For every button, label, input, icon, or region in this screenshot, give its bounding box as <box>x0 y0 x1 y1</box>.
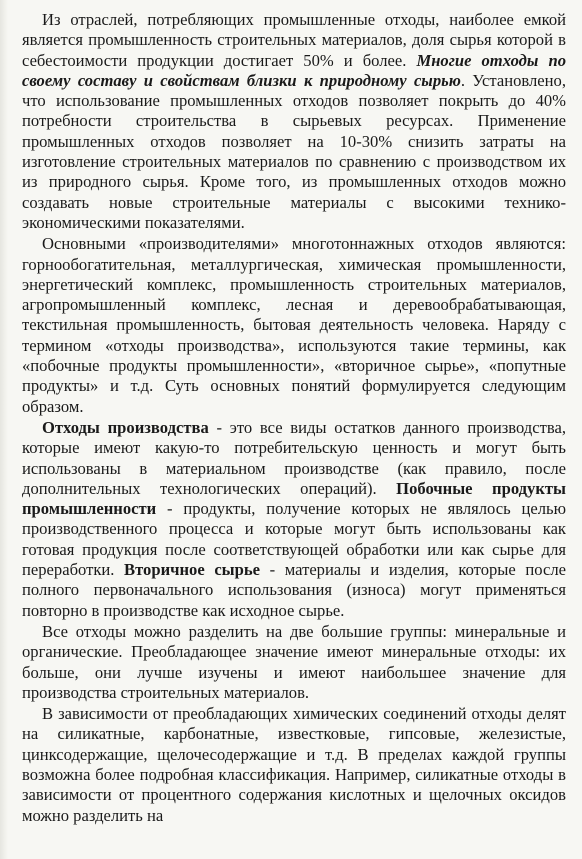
term-secondary-raw-materials: Вторичное сырье <box>124 560 261 580</box>
text-run: - продукты, получение которых не являлось целью производственного процесса и которые могут быть использованы как готовая продукция после соответствующей обработки или как сырье для переработки. <box>22 499 566 580</box>
text-run: - это все виды остатков данного производства, которые имеют какую-то потребительскую ценность и могут быть использованы в материальном производстве (как правило, после дополнительных технологических операций). <box>22 417 566 498</box>
text-run: Основными «производителями» многотоннажных отходов являются: горнообогатительная, металлургическая, химическая промышленности, энергетический комплекс, промышленность строительных материалов, агропромышленный комплекс, лесная и деревообрабатывающая, текстильная промышленность, бытовая деятельность человека. Наряду с термином «отходы производства», используются такие термины, как «побочные продукты промышленности», «вторичное сырье», «попутные продукты» и т.д. Суть основных понятий формулируется следующим образом. <box>22 234 566 416</box>
paragraph-chemical-classification <box>22 704 566 826</box>
emphasis-text: Многие отходы по своему составу и свойствам близки к природному сырью <box>22 50 566 90</box>
paragraph-waste-groups <box>22 622 566 703</box>
paragraph-waste-producers <box>22 234 566 417</box>
text-run: - материалы и изделия, которые после полного первоначального использования (износа) могут применяться повторно в производстве как исходное сырье. <box>22 560 567 620</box>
text-run: . Установлено, что использование промышленных отходов позволяет покрыть до 40% потребности строительства в сырьевых ресурсах. Применение промышленных отходов позволяет на 10-30% снизить затраты на изготовление строительных материалов по сравнению с производством их из природного сырья. Кроме того, из промышленных отходов можно создавать новые строительные материалы с высокими технико-экономическими показателями. <box>22 70 566 232</box>
text-run: Все отходы можно разделить на две большие группы: минеральные и органические. Преобладающее значение имеют минеральные отходы: их больше, они лучше изучены и имеют наибольшее значение для производства строительных материалов. <box>22 621 566 702</box>
paragraph-industrial-waste-usage <box>22 10 566 233</box>
term-by-products: Побочные продукты промышленности <box>22 478 566 519</box>
term-production-waste: Отходы производства <box>42 417 209 437</box>
text-run: В зависимости от преобладающих химических соединений отходы делят на силикатные, карбонатные, известковые, гипсовые, железистые, цинксодержащие, щелочесодержащие и т.д. В пределах каждой группы возможна более подробная классификация. Например, силикатные отходы в зависимости от процентного содержания кислотных и щелочных оксидов можно разделить на <box>22 704 566 825</box>
paragraph-definitions <box>22 418 566 621</box>
text-run: Из отраслей, потребляющих промышленные отходы, наиболее емкой является промышленность строительных материалов, доля сырья которой в себестоимости продукции достигает 50% и более. <box>22 10 566 70</box>
